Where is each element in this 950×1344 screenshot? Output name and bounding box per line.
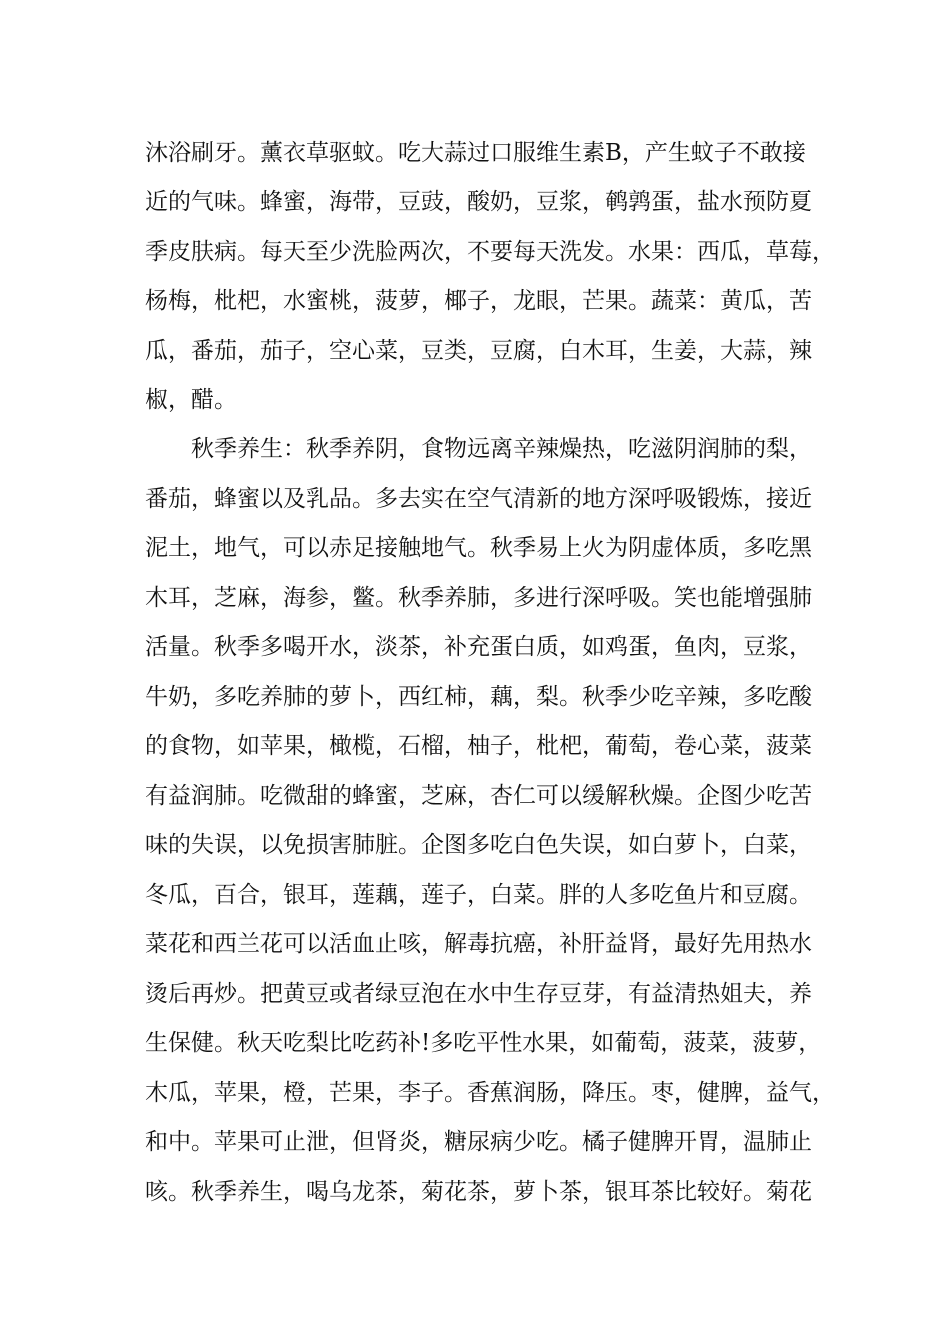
text-line: 近的气味。蜂蜜，海带，豆豉，酸奶，豆浆，鹌鹑蛋，盐水预防夏 bbox=[145, 189, 812, 215]
text-line: 菜花和西兰花可以活血止咳，解毒抗癌，补肝益肾，最好先用热水 bbox=[145, 931, 812, 957]
text-line: 味的失误，以免损害肺脏。企图多吃白色失误，如白萝卜，白菜， bbox=[145, 832, 812, 858]
text-line: 冬瓜，百合，银耳，莲藕，莲子，白菜。胖的人多吃鱼片和豆腐。 bbox=[145, 882, 812, 908]
text-line: 椒，醋。 bbox=[145, 387, 237, 413]
text-line: 木瓜，苹果，橙，芒果，李子。香蕉润肠，降压。枣，健脾，益气， bbox=[145, 1080, 835, 1106]
paragraph-first-line: 秋季养生：秋季养阴，食物远离辛辣燥热，吃滋阴润肺的梨， bbox=[191, 436, 812, 462]
text-line: 泥土，地气，可以赤足接触地气。秋季易上火为阴虚体质，多吃黑 bbox=[145, 535, 812, 561]
text-line: 的食物，如苹果，橄榄，石榴，柚子，枇杷，葡萄，卷心菜，菠菜 bbox=[145, 733, 812, 759]
text-line: 季皮肤病。每天至少洗脸两次，不要每天洗发。水果：西瓜，草莓， bbox=[145, 239, 835, 265]
text-line: 木耳，芝麻，海参，鳖。秋季养肺，多进行深呼吸。笑也能增强肺 bbox=[145, 585, 812, 611]
text-line: 沐浴刷牙。薰衣草驱蚊。吃大蒜过口服维生素B，产生蚊子不敢接 bbox=[145, 140, 806, 166]
text-line: 杨梅，枇杷，水蜜桃，菠萝，椰子，龙眼，芒果。蔬菜：黄瓜，苦 bbox=[145, 288, 812, 314]
text-line: 和中。苹果可止泄，但肾炎，糖尿病少吃。橘子健脾开胃，温肺止 bbox=[145, 1129, 812, 1155]
text-line: 番茄，蜂蜜以及乳品。多去实在空气清新的地方深呼吸锻炼，接近 bbox=[145, 486, 812, 512]
text-line: 咳。秋季养生，喝乌龙茶，菊花茶，萝卜茶，银耳茶比较好。菊花 bbox=[145, 1179, 812, 1205]
text-line: 牛奶，多吃养肺的萝卜，西红柿，藕，梨。秋季少吃辛辣，多吃酸 bbox=[145, 684, 812, 710]
text-line: 瓜，番茄，茄子，空心菜，豆类，豆腐，白木耳，生姜，大蒜，辣 bbox=[145, 338, 812, 364]
text-line: 生保健。秋天吃梨比吃药补!多吃平性水果，如葡萄，菠菜，菠萝， bbox=[145, 1030, 822, 1056]
text-line: 活量。秋季多喝开水，淡茶，补充蛋白质，如鸡蛋，鱼肉，豆浆， bbox=[145, 634, 812, 660]
text-line: 烫后再炒。把黄豆或者绿豆泡在水中生存豆芽，有益清热姐夫，养 bbox=[145, 981, 812, 1007]
text-line: 有益润肺。吃微甜的蜂蜜，芝麻，杏仁可以缓解秋燥。企图少吃苦 bbox=[145, 783, 812, 809]
